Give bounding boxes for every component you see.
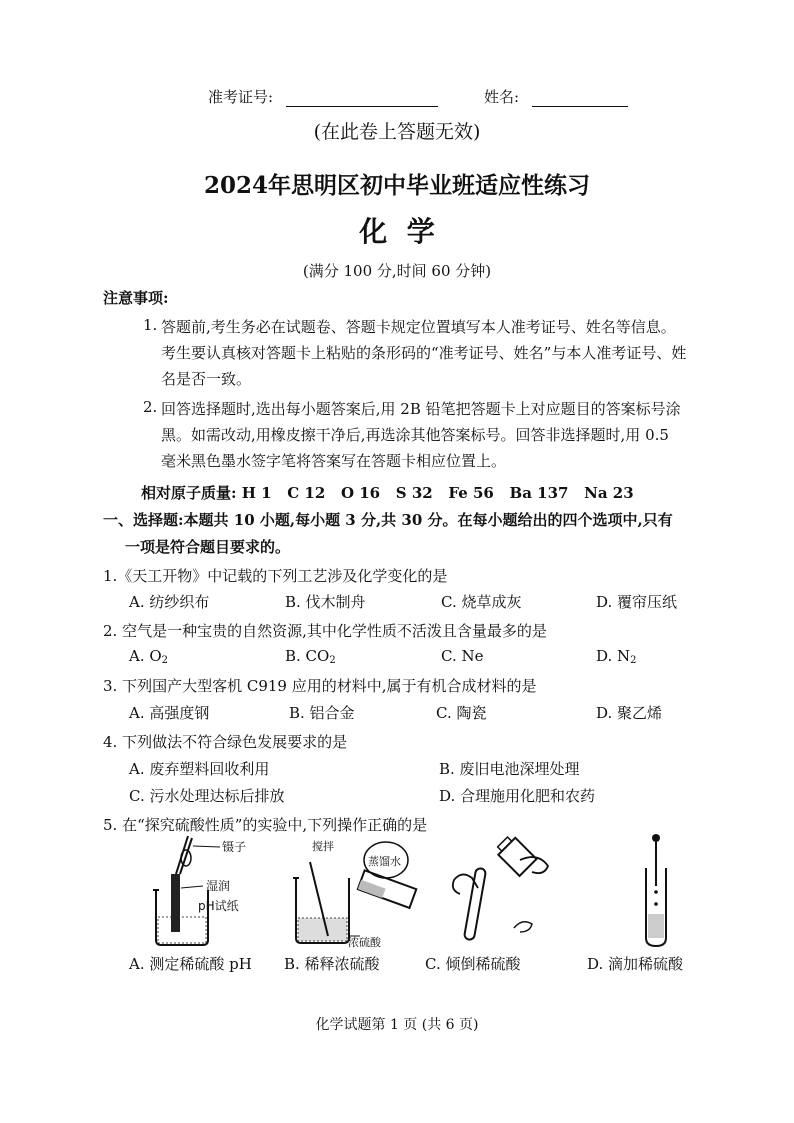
- fig-b-label-acid: 浓硫酸: [348, 936, 381, 949]
- q4-option-b: B. 废旧电池深埋处理: [439, 760, 580, 778]
- exam-id-label: 准考证号:: [208, 88, 274, 106]
- note-2-line-3: 毫米黑色墨水签字笔将答案写在答题卡相应位置上。: [161, 452, 507, 470]
- figure-b-dilute: [288, 838, 423, 950]
- q1-option-b: B. 伐木制舟: [285, 593, 366, 611]
- q5-option-c: C. 倾倒稀硫酸: [425, 955, 521, 973]
- q4-option-c: C. 污水处理达标后排放: [129, 787, 285, 805]
- fig-a-label-tweezers: 镊子: [222, 840, 247, 854]
- q4-stem: 4. 下列做法不符合绿色发展要求的是: [103, 733, 348, 751]
- q3-option-c: C. 陶瓷: [436, 704, 487, 722]
- figure-a-ph-test: [148, 832, 273, 950]
- q2-option-b: B. $CO_2$: [285, 647, 336, 666]
- fig-b-label-water: 蒸馏水: [368, 855, 401, 868]
- ph-paper-icon: [171, 874, 180, 932]
- note-1-line-2: 考生要认真核对答题卡上粘贴的条形码的“准考证号、姓名”与本人准考证号、姓: [161, 344, 687, 362]
- q5-option-a: A. 测定稀硫酸 pH: [129, 955, 252, 973]
- subject-title: 化 学: [359, 215, 435, 248]
- q3-option-d: D. 聚乙烯: [596, 704, 663, 722]
- figure-d-drop: [636, 830, 676, 950]
- q2-stem: 2. 空气是一种宝贵的自然资源,其中化学性质不活泼且含量最多的是: [103, 622, 547, 640]
- atomic-masses: 相对原子质量: H 1 C 12 O 16 S 32 Fe 56 Ba 137 Na 23: [141, 484, 634, 502]
- q5-stem: 5. 在“探究硫酸性质”的实验中,下列操作正确的是: [103, 816, 428, 834]
- section1-line-2: 一项是符合题目要求的。: [125, 538, 291, 556]
- q3-stem: 3. 下列国产大型客机 C919 应用的材料中,属于有机合成材料的是: [103, 677, 537, 695]
- page-title: 2024年思明区初中毕业班适应性练习: [203, 172, 590, 199]
- q5-option-d: D. 滴加稀硫酸: [587, 955, 684, 973]
- q2-option-c: C. Ne: [441, 647, 484, 665]
- dropper-bulb-icon: [652, 834, 660, 842]
- q2-option-a: A. $O_2$: [129, 647, 169, 666]
- section1-line-1: 一、选择题:本题共 10 小题,每小题 3 分,共 30 分。在每小题给出的四个选项中,只有: [103, 511, 673, 529]
- note-1-num: 1.: [143, 316, 158, 334]
- note-1-line-3: 名是否一致。: [161, 370, 252, 388]
- notes-heading: 注意事项:: [103, 289, 169, 307]
- note-2-num: 2.: [143, 398, 158, 416]
- q2-option-d: D. $N_2$: [596, 647, 637, 666]
- q3-option-a: A. 高强度钢: [129, 704, 210, 722]
- exam-id-blank: [286, 92, 438, 107]
- name-field: [484, 86, 628, 107]
- q1-option-a: A. 纺纱织布: [129, 593, 210, 611]
- name-blank: [532, 92, 628, 107]
- stopper-icon: [514, 922, 532, 932]
- q1-option-c: C. 烧草成灰: [441, 593, 522, 611]
- fig-a-label-moist: 湿润: [206, 879, 231, 893]
- name-label: 姓名:: [484, 88, 520, 106]
- exam-id-field: [208, 86, 438, 107]
- q3-option-b: B. 铝合金: [289, 704, 355, 722]
- fig-b-label-stir: 搅拌: [312, 840, 334, 853]
- q1-option-d: D. 覆帘压纸: [596, 593, 678, 611]
- fig-a-label-ph-paper: pH试纸: [198, 899, 239, 913]
- note-1-line-1: 答题前,考生务必在试题卷、答题卡规定位置填写本人准考证号、姓名等信息。: [161, 318, 676, 336]
- q1-stem: 1.《天工开物》中记载的下列工艺涉及化学变化的是: [103, 567, 448, 585]
- note-2-line-1: 回答选择题时,选出每小题答案后,用 2B 铅笔把答题卡上对应题目的答案标号涂: [161, 400, 681, 418]
- score-time: (满分 100 分,时间 60 分钟): [302, 262, 492, 280]
- figure-c-pour: [448, 832, 558, 950]
- invalid-note: (在此卷上答题无效): [313, 121, 481, 143]
- test-tube-c-icon: [464, 868, 486, 941]
- page-footer: 化学试题第 1 页 (共 6 页): [315, 1017, 479, 1033]
- q4-option-d: D. 合理施用化肥和农药: [439, 787, 596, 805]
- q4-option-a: A. 废弃塑料回收利用: [129, 760, 270, 778]
- note-2-line-2: 黑。如需改动,用橡皮擦干净后,再选涂其他答案标号。回答非选择题时,用 0.5: [161, 426, 669, 444]
- q5-option-b: B. 稀释浓硫酸: [284, 955, 380, 973]
